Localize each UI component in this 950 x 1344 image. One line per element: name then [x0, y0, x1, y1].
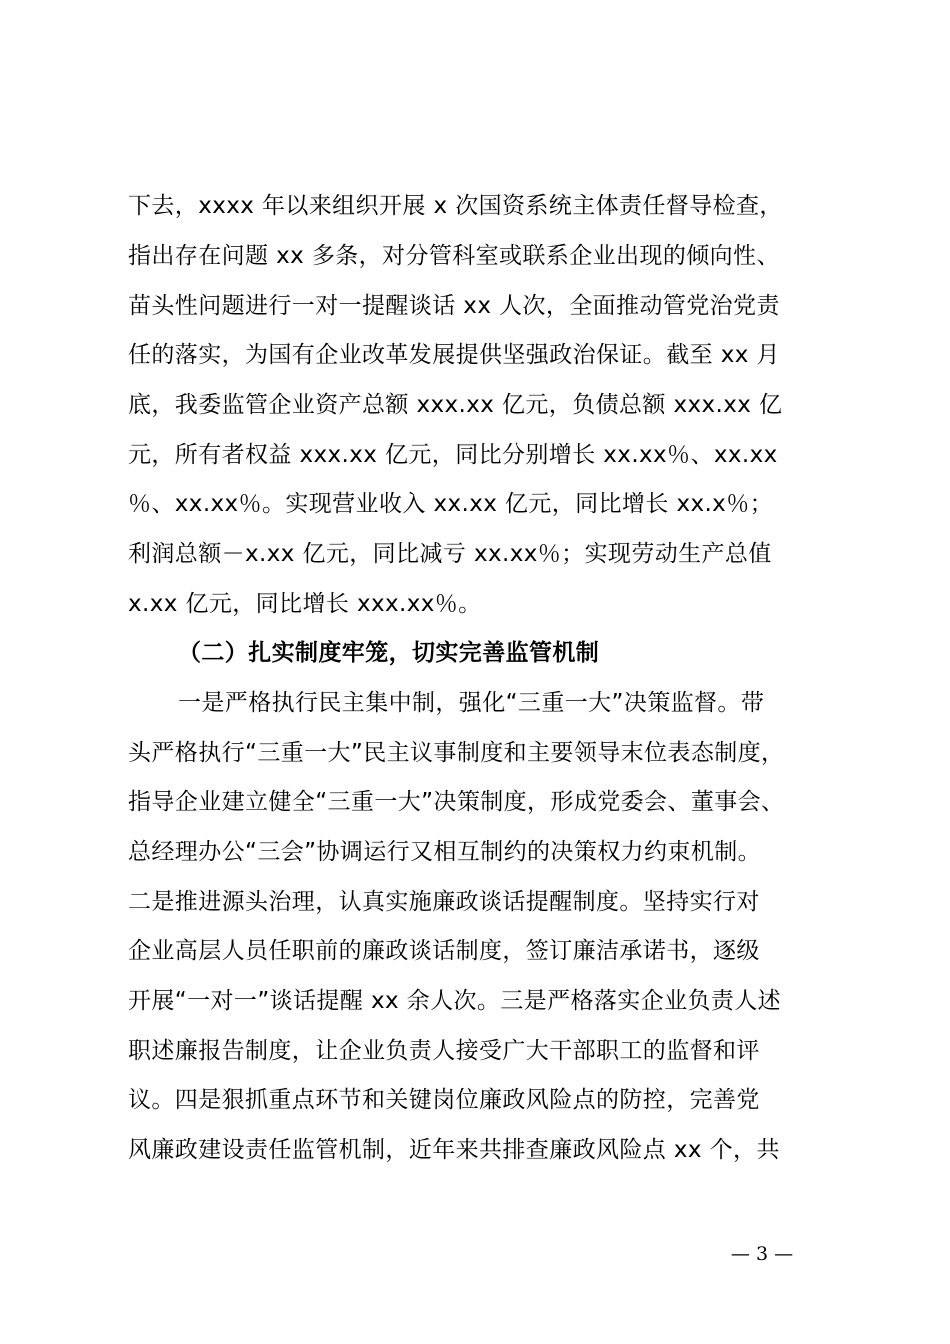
body-text-line: 指出存在问题 xx 多条，对分管科室或联系企业出现的倾向性、 — [128, 243, 780, 269]
body-text-line: 一是严格执行民主集中制，强化“三重一大”决策监督。带 — [178, 690, 765, 716]
body-text-line: 指导企业建立健全“三重一大”决策制度，形成党委会、董事会、 — [128, 789, 785, 815]
body-text-line: 风廉政建设责任监管机制，近年来共排查廉政风险点 xx 个，共 — [128, 1137, 780, 1163]
section-heading: （二）扎实制度牢笼，切实完善监管机制 — [178, 640, 600, 666]
body-text-line: 苗头性问题进行一对一提醒谈话 xx 人次，全面推动管党治党责 — [128, 293, 780, 319]
body-text-line: 利润总额－x.xx 亿元，同比减亏 xx.xx％；实现劳动生产总值 — [128, 541, 772, 567]
body-text-line: ％、xx.xx％。实现营业收入 xx.xx 亿元，同比增长 xx.x％； — [128, 491, 773, 517]
body-text-line: 底，我委监管企业资产总额 xxx.xx 亿元，负债总额 xxx.xx 亿 — [128, 392, 783, 418]
body-text-line: 议。四是狠抓重点环节和关键岗位廉政风险点的防控，完善党 — [128, 1087, 760, 1113]
body-text-line: 头严格执行“三重一大”民主议事制度和主要领导末位表态制度， — [128, 740, 785, 766]
body-text-line: x.xx 亿元，同比增长 xxx.xx％。 — [128, 591, 482, 617]
body-text-line: 下去，xxxx 年以来组织开展 x 次国资系统主体责任督导检查， — [128, 193, 783, 219]
page-number: — 3 — — [730, 1243, 794, 1265]
body-text-line: 企业高层人员任职前的廉政谈话制度，签订廉洁承诺书，逐级 — [128, 938, 760, 964]
body-text-line: 任的落实，为国有企业改革发展提供坚强政治保证。截至 xx 月 — [128, 342, 780, 368]
body-text-line: 开展“一对一”谈话提醒 xx 余人次。三是严格落实企业负责人述 — [128, 988, 782, 1014]
body-text-line: 总经理办公“三会”协调运行又相互制约的决策权力约束机制。 — [128, 839, 762, 865]
body-text-line: 二是推进源头治理，认真实施廉政谈话提醒制度。坚持实行对 — [128, 889, 760, 915]
body-text-line: 职述廉报告制度，让企业负责人接受广大干部职工的监督和评 — [128, 1038, 760, 1064]
body-text-line: 元，所有者权益 xxx.xx 亿元，同比分别增长 xx.xx％、xx.xx — [128, 442, 778, 468]
